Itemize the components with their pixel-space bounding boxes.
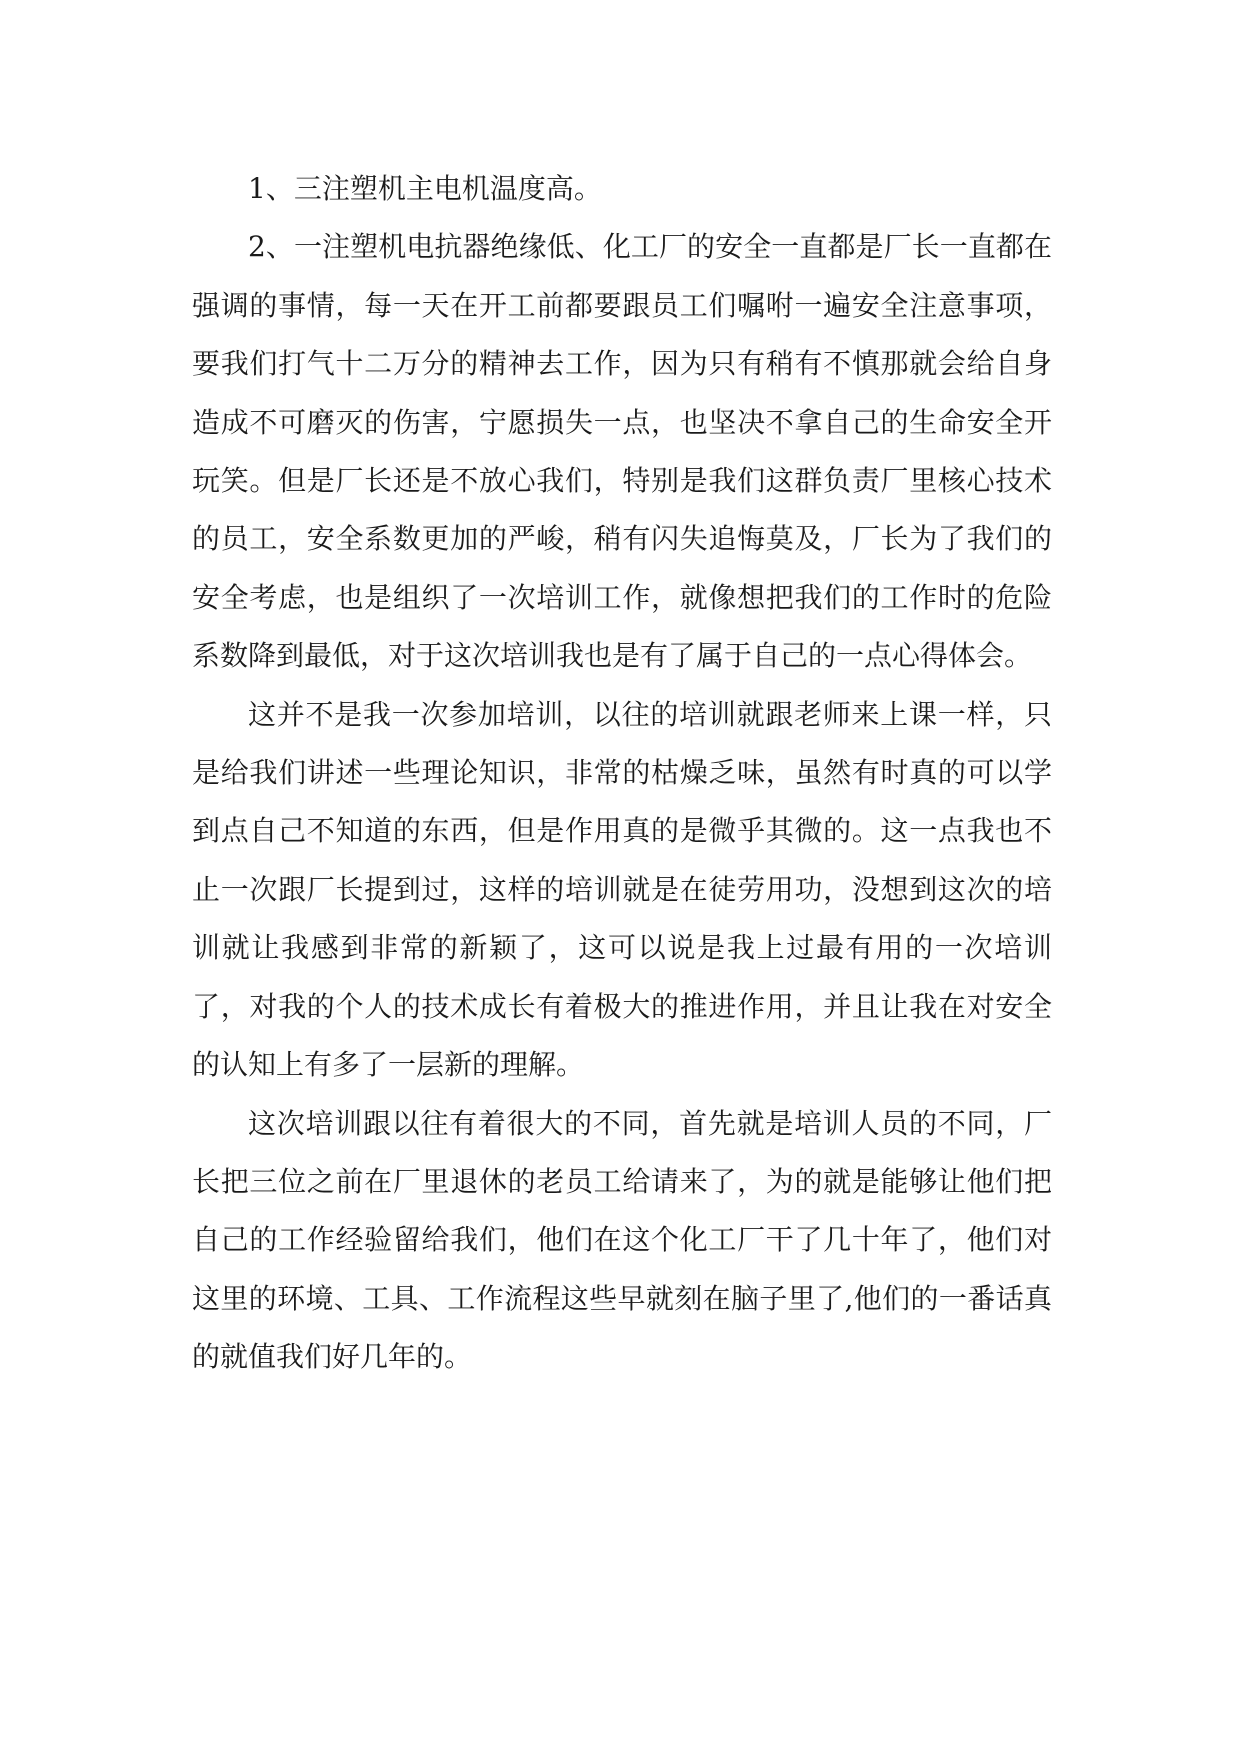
paragraph-2: 2、一注塑机电抗器绝缘低、化工厂的安全一直都是厂长一直都在强调的事情，每一天在开工前都要跟员工们嘱咐一遍安全注意事项，要我们打气十二万分的精神去工作，因为只有稍有不慎那就会给自身造成不可磨灭的伤害，宁愿损失一点，也坚决不拿自己的生命安全开玩笑。但是厂长还是不放心我们，特别是我们这群负责厂里核心技术的员工，安全系数更加的严峻，稍有闪失追悔莫及，厂长为了我们的安全考虑，也是组织了一次培训工作，就像想把我们的工作时的危险系数降到最低，对于这次培训我也是有了属于自己的一点心得体会。 [192,230,1052,673]
paragraph-4: 这次培训跟以往有着很大的不同，首先就是培训人员的不同，厂长把三位之前在厂里退休的老员工给请来了，为的就是能够让他们把自己的工作经验留给我们，他们在这个化工厂干了几十年了，他们对这里的环境、工具、工作流程这些早就刻在脑子里了,他们的一番话真的就值我们好几年的。 [192,1106,1052,1374]
paragraph-1: 1、三注塑机主电机温度高。 [248,172,602,205]
paragraph-3: 这并不是我一次参加培训，以往的培训就跟老师来上课一样，只是给我们讲述一些理论知识，非常的枯燥乏味，虽然有时真的可以学到点自己不知道的东西，但是作用真的是微乎其微的。这一点我也不止一次跟厂长提到过，这样的培训就是在徒劳用功，没想到这次的培训就让我感到非常的新颖了，这可以说是我上过最有用的一次培训了，对我的个人的技术成长有着极大的推进作用，并且让我在对安全的认知上有多了一层新的理解。 [192,697,1052,1082]
document-body [192,160,1052,1387]
